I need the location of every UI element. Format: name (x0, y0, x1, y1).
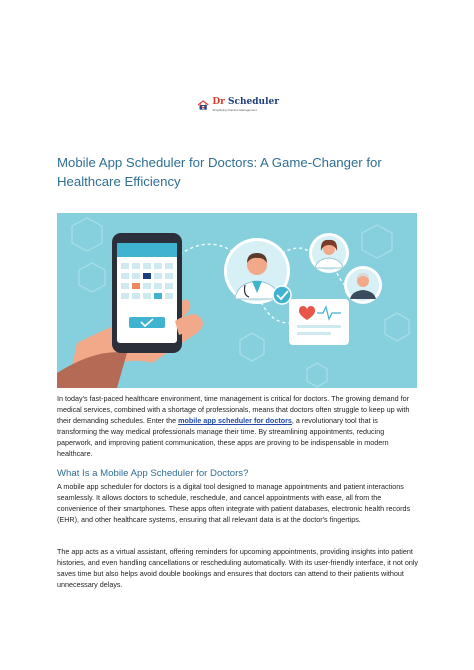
intro-paragraph (57, 393, 419, 459)
smartphone-calendar-icon (112, 233, 182, 353)
page-title: Mobile App Scheduler for Doctors: A Game-Changer for Healthcare Efficiency (57, 155, 382, 189)
patient-avatar-icon (344, 266, 382, 304)
heart-monitor-icon (289, 299, 349, 345)
nurse-avatar-icon (309, 233, 349, 273)
hero-graphic (57, 213, 417, 388)
intro-text-after: , a revolutionary tool that is transforming the way medical professionals manage their time. By streamlining appointments, reducing paperwork, and improving patient communication, these apps are proving to be indispensable in modern healthcare. (57, 416, 389, 458)
definition-paragraph: A mobile app scheduler for doctors is a digital tool designed to manage appointments and patient interactions seamlessly. It allows doctors to schedule, reschedule, and cancel appointments with ease, all from the convenience of their smartphones. These apps often integrate with patient databases, electronic health records (EHR), and other healthcare systems, ensuring that all relevant data is at the doctor's fingertips. (57, 482, 411, 524)
brand-logo (197, 94, 279, 116)
section-heading: What Is a Mobile App Scheduler for Doctors? (57, 468, 249, 479)
logo-tagline: Simplifying Practice Management (212, 108, 257, 112)
hero-illustration (57, 213, 417, 388)
mobile-app-scheduler-link[interactable]: mobile app scheduler for doctors (178, 416, 292, 425)
logo-wordmark (212, 98, 279, 107)
logo-prefix: Dr (212, 97, 225, 107)
virtual-assistant-paragraph: The app acts as a virtual assistant, offering reminders for upcoming appointments, providing insights into patient histories, and even handling cancellations or rescheduling automatically. With its user-friendly interface, it not only saves time but also helps avoid double bookings and ensures that doctors can attend to their patients without unnecessary delays. (57, 547, 419, 589)
intro-text-before: In today's fast-paced healthcare environment, time management is critical for doctors. The growing demand for medical services, combined with a shortage of professionals, means that doctors often struggle to keep up with their demanding schedules. Enter the (57, 394, 410, 425)
checkmark-icon (273, 286, 291, 304)
stethoscope-house-logo-icon (197, 95, 209, 115)
logo-brand-name: Scheduler (228, 97, 279, 107)
